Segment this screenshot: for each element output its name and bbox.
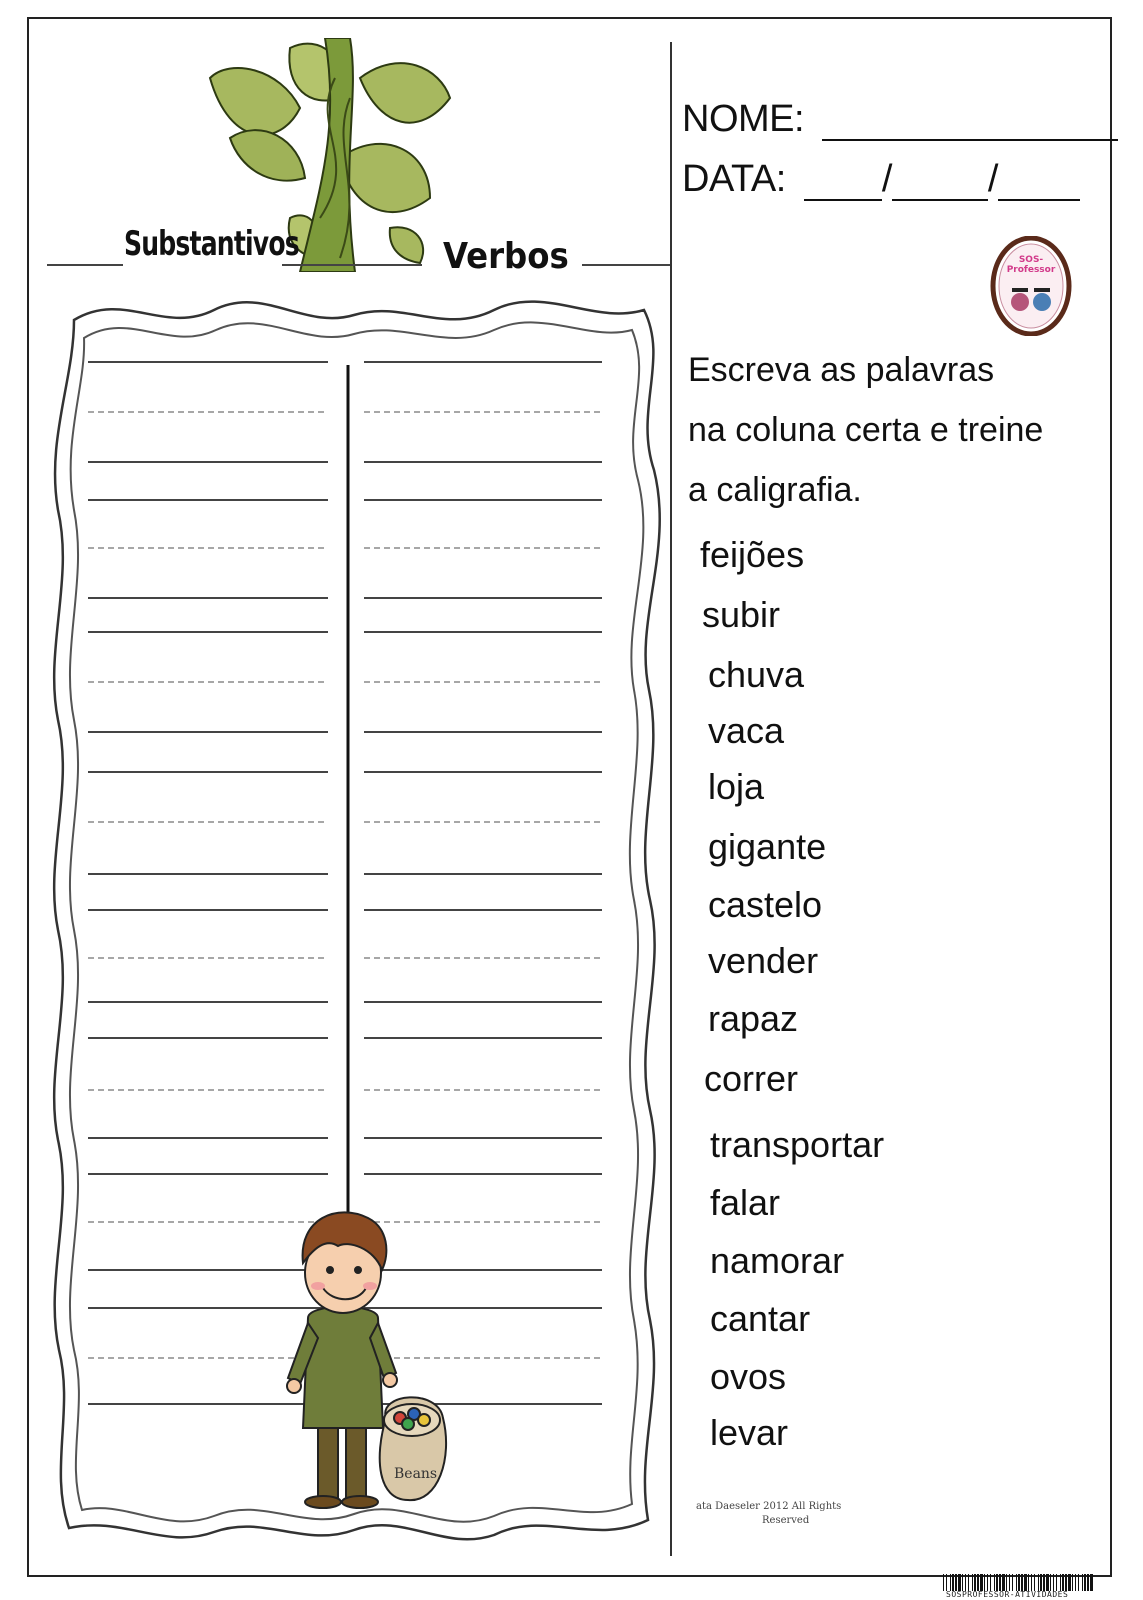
barcode-bar xyxy=(1038,1574,1039,1591)
barcode-bar xyxy=(1072,1574,1073,1591)
barcode-bar xyxy=(1084,1574,1086,1591)
barcode-bar xyxy=(996,1574,998,1591)
barcode-bar xyxy=(972,1574,973,1591)
barcode-bar xyxy=(968,1574,969,1591)
copyright-note xyxy=(696,1500,841,1528)
barcode-bar xyxy=(977,1574,979,1591)
date-separator: / xyxy=(987,158,998,200)
bag-label: Beans xyxy=(394,1466,438,1482)
barcode-bar xyxy=(1062,1574,1064,1591)
instruction-line: a caligrafia. xyxy=(688,471,862,509)
barcode-bar xyxy=(1050,1574,1051,1591)
barcode-bar xyxy=(1078,1574,1079,1591)
word-item: subir xyxy=(702,594,781,635)
barcode-bar xyxy=(1009,1574,1010,1591)
substantivos-heading: Substantivos xyxy=(124,224,299,264)
barcode-text: SOSPROFESSOR-ATIVIDADES xyxy=(946,1590,1069,1599)
barcode-bar xyxy=(1040,1574,1042,1591)
sos-professor-logo xyxy=(990,236,1072,336)
name-label: NOME: xyxy=(682,98,805,140)
header-line-mid xyxy=(282,264,422,266)
word-item: falar xyxy=(710,1182,781,1223)
barcode-bar xyxy=(965,1574,966,1591)
barcode-bar xyxy=(980,1574,983,1591)
copyright-line: ata Daeseler 2012 All Rights xyxy=(696,1501,842,1512)
word-item: cantar xyxy=(710,1298,811,1339)
barcode-bar xyxy=(958,1574,961,1591)
word-item: correr xyxy=(704,1058,799,1099)
word-item: rapaz xyxy=(708,998,799,1039)
barcode-bar xyxy=(1087,1574,1089,1591)
date-month-blank[interactable] xyxy=(892,165,988,201)
barcode-bar xyxy=(962,1574,963,1591)
word-item: castelo xyxy=(708,884,823,925)
barcode-bar xyxy=(1034,1574,1035,1591)
barcode-bar xyxy=(1082,1574,1083,1591)
barcode-bar xyxy=(1053,1574,1054,1591)
barcode-bar xyxy=(987,1574,988,1591)
word-item: levar xyxy=(710,1412,789,1453)
date-separator: / xyxy=(881,158,892,200)
barcode-bar xyxy=(1031,1574,1032,1591)
barcode-bar xyxy=(984,1574,985,1591)
column-divider xyxy=(670,42,672,1556)
date-year-blank[interactable] xyxy=(998,165,1080,201)
barcode-bar xyxy=(990,1574,991,1591)
verbos-heading: Verbos xyxy=(443,236,569,277)
barcode-bar xyxy=(1016,1574,1017,1591)
word-item: gigante xyxy=(708,826,827,867)
barcode-bar xyxy=(1056,1574,1057,1591)
word-item: namorar xyxy=(710,1240,845,1281)
header-line-right xyxy=(582,264,670,266)
word-item: transportar xyxy=(710,1124,885,1165)
barcode xyxy=(943,1574,1093,1591)
word-item: feijões xyxy=(700,534,805,575)
date-field xyxy=(682,158,1080,201)
barcode-bar xyxy=(1046,1574,1049,1591)
barcode-bar xyxy=(946,1574,947,1591)
date-day-blank[interactable] xyxy=(804,165,882,201)
barcode-bar xyxy=(1090,1574,1093,1591)
barcode-bar xyxy=(1068,1574,1071,1591)
barcode-bar xyxy=(1028,1574,1029,1591)
barcode-bar xyxy=(1006,1574,1007,1591)
barcode-bar xyxy=(1002,1574,1005,1591)
name-blank[interactable] xyxy=(822,105,1118,141)
barcode-bar xyxy=(1043,1574,1045,1591)
word-item: vender xyxy=(708,940,819,981)
date-label: DATA: xyxy=(682,158,786,200)
word-item: chuva xyxy=(708,654,805,695)
barcode-bar xyxy=(1065,1574,1067,1591)
barcode-bar xyxy=(1012,1574,1013,1591)
word-item: vaca xyxy=(708,710,785,751)
barcode-bar xyxy=(1021,1574,1023,1591)
copyright-line: Reserved xyxy=(762,1515,810,1526)
barcode-bar xyxy=(943,1574,944,1591)
boy-illustration xyxy=(278,1208,458,1510)
barcode-bar xyxy=(994,1574,995,1591)
barcode-bar xyxy=(952,1574,954,1591)
word-item: ovos xyxy=(710,1356,787,1397)
barcode-bar xyxy=(1018,1574,1020,1591)
instruction-text xyxy=(688,340,1108,520)
barcode-bar xyxy=(1060,1574,1061,1591)
header-line-left xyxy=(47,264,123,266)
barcode-bar xyxy=(974,1574,976,1591)
instruction-line: na coluna certa e treine xyxy=(688,411,1044,449)
barcode-bar xyxy=(999,1574,1001,1591)
barcode-bar xyxy=(1024,1574,1027,1591)
name-field xyxy=(682,98,1118,141)
barcode-bar xyxy=(955,1574,957,1591)
instruction-line: Escreva as palavras xyxy=(688,351,995,389)
word-item: loja xyxy=(708,766,765,807)
barcode-bar xyxy=(950,1574,951,1591)
barcode-bar xyxy=(1075,1574,1076,1591)
logo-text: SOS-Professor xyxy=(1006,255,1056,275)
